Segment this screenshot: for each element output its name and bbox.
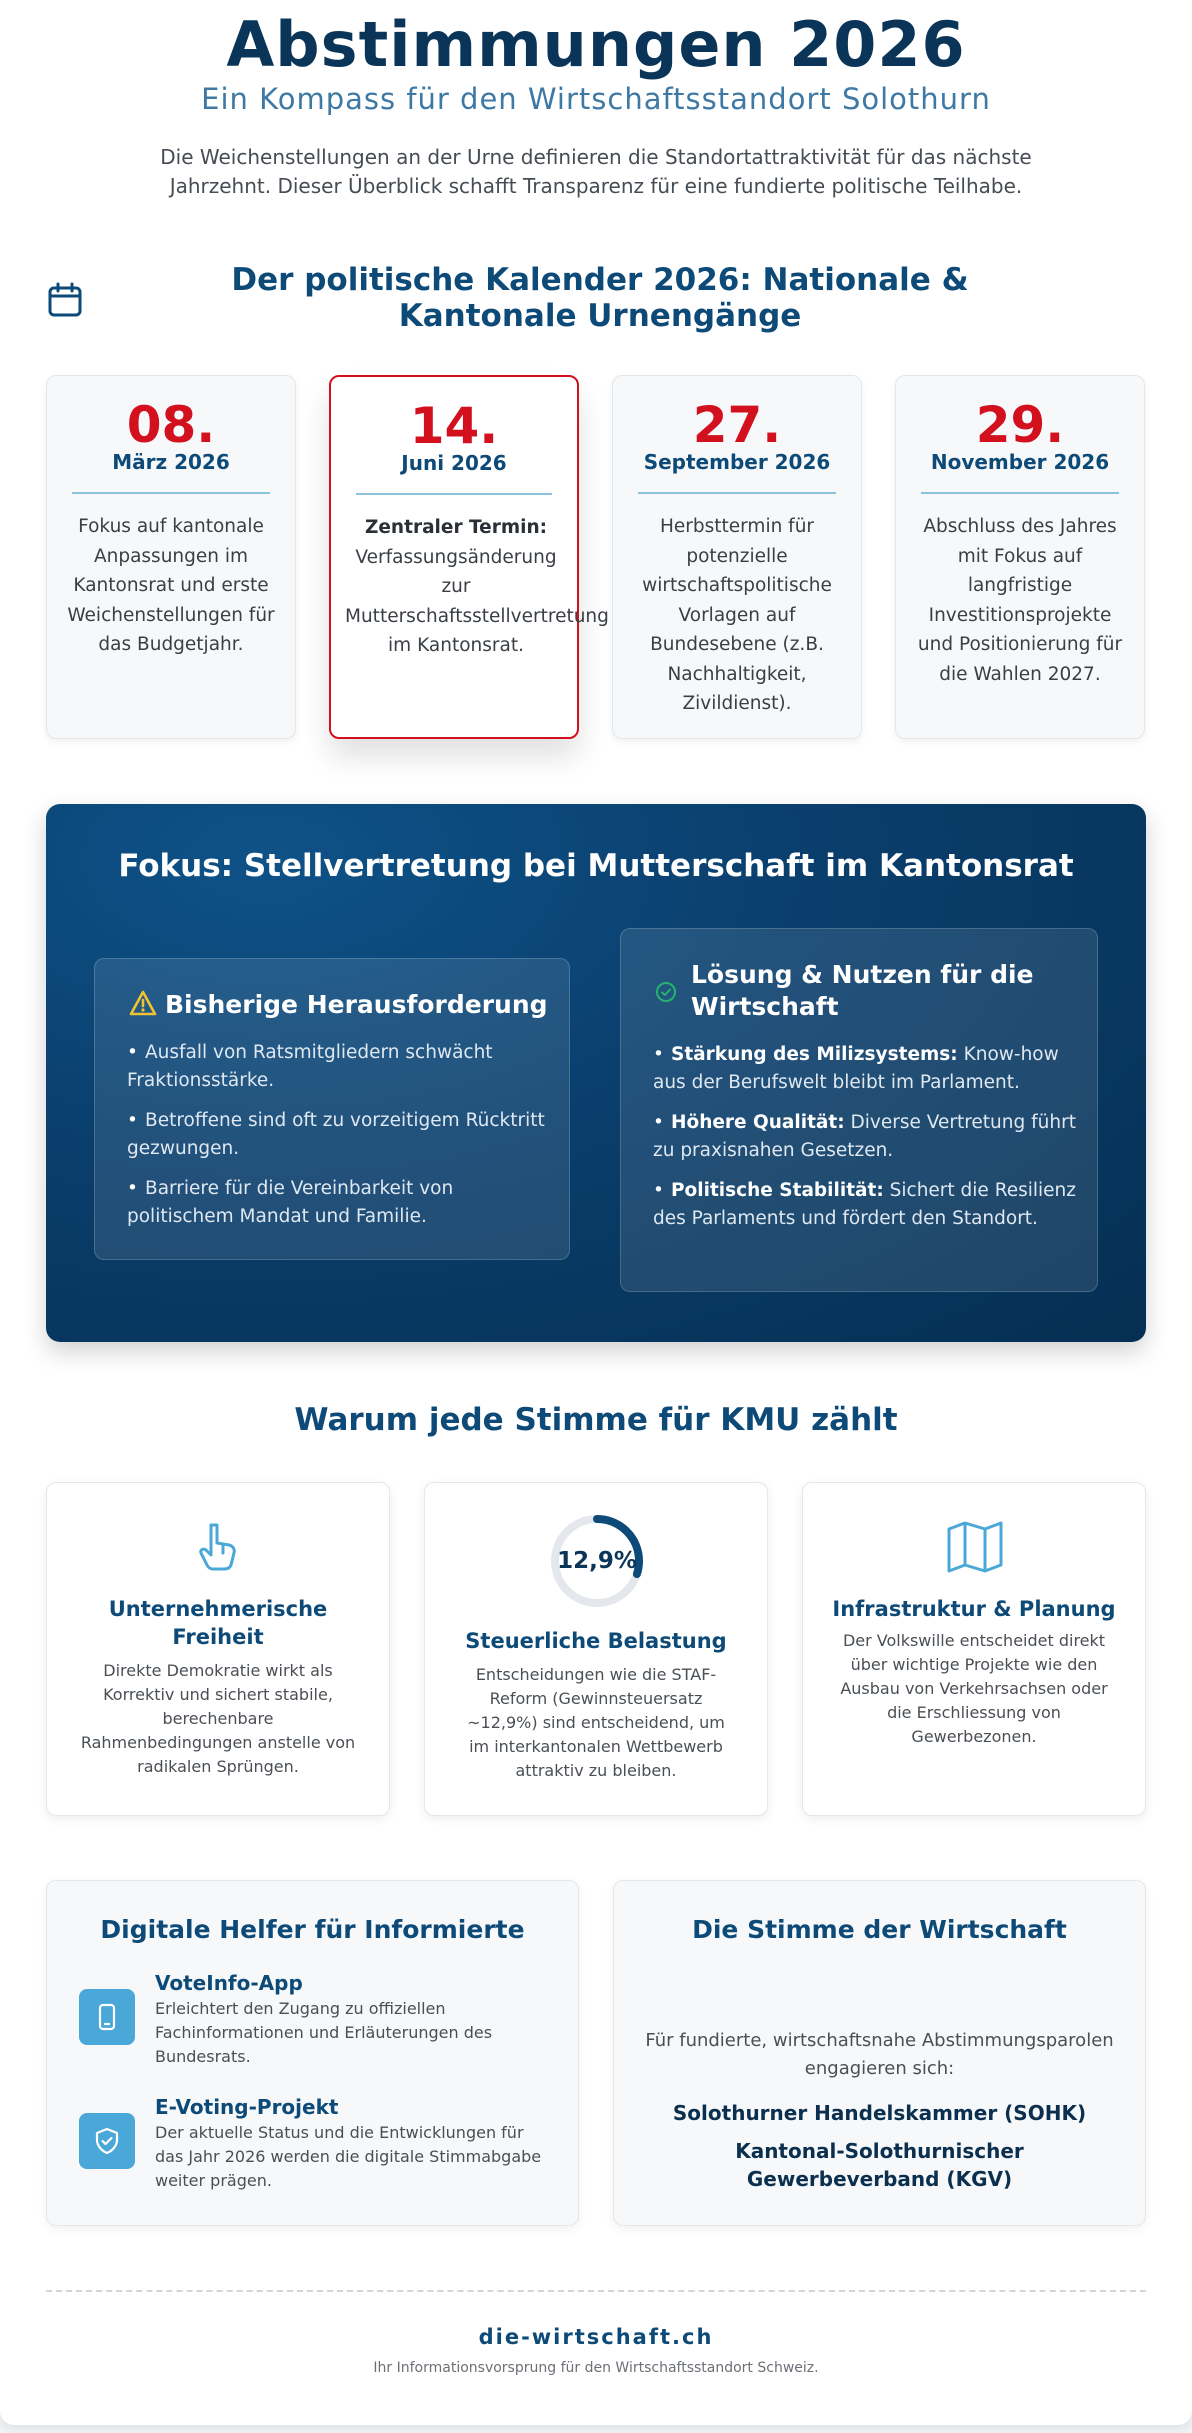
- divider: [72, 492, 270, 494]
- list-item: • Barriere für die Vereinbarkeit von politischem Mandat und Familie.: [127, 1178, 454, 1227]
- calendar-title: Der politische Kalender 2026: Nationale & Kantonale Urnengänge: [231, 262, 969, 334]
- date-day: 29.: [975, 396, 1065, 454]
- voice-title: Die Stimme der Wirtschaft: [692, 1915, 1067, 1944]
- gauge-ring-icon: [549, 1513, 645, 1609]
- gauge-label: 12,9%: [557, 1548, 637, 1574]
- date-card-september: [612, 375, 862, 739]
- date-month: Juni 2026: [401, 451, 507, 475]
- challenge-title: Bisherige Herausforderung: [165, 990, 548, 1019]
- page-title: Abstimmungen 2026: [226, 8, 966, 81]
- challenge-heading: [129, 989, 549, 1024]
- warning-icon: [129, 990, 157, 1024]
- divider: [921, 492, 1119, 494]
- intro-text: Die Weichenstellungen an der Urne definieren die Standortattraktivität für das nächste Jahrzehnt. Dieser Überblick schafft Transparenz für eine fundierte politische Teilhabe.: [160, 145, 1032, 198]
- date-month: November 2026: [930, 450, 1110, 474]
- challenge-box: [94, 958, 570, 1260]
- hand-pointer-icon: [189, 1517, 249, 1577]
- list-item-text: Betroffene sind oft zu vorzeitigem Rücktritt gezwungen.: [127, 1110, 545, 1159]
- tools-title: Digitale Helfer für Informierte: [100, 1915, 525, 1944]
- kmu-card-tax: [424, 1482, 768, 1816]
- organization-name: Kantonal-Solothurnischer Gewerbeverband (KGV): [735, 2139, 1024, 2191]
- list-item: • Ausfall von Ratsmitgliedern schwächt Fraktionsstärke.: [127, 1042, 493, 1091]
- solution-title: Lösung & Nutzen für die Wirtschaft: [691, 960, 1034, 1021]
- tool-description: Der aktuelle Status und die Entwicklungen für das Jahr 2026 werden die digitale Stimmabgabe weiter prägen.: [155, 2123, 542, 2190]
- list-item-bold: Politische Stabilität:: [671, 1180, 884, 1201]
- calendar-icon: [46, 281, 84, 319]
- list-item-text: Barriere für die Vereinbarkeit von politischem Mandat und Familie.: [127, 1178, 454, 1227]
- business-voice-box: [613, 1880, 1146, 2226]
- kmu-card-freedom: [46, 1482, 390, 1816]
- solution-list: [653, 1041, 1077, 1245]
- kmu-card-infrastructure: [802, 1482, 1146, 1816]
- kmu-card-title: Infrastruktur & Planung: [832, 1597, 1116, 1621]
- list-item-text: Know-how aus der Berufswelt bleibt im Parlament.: [653, 1044, 1059, 1093]
- list-item: • Stärkung des Milizsystems: Know-how aus der Berufswelt bleibt im Parlament.: [653, 1044, 1059, 1093]
- date-card-march: [46, 375, 296, 739]
- kmu-card-text: Entscheidungen wie die STAF-Reform (Gewinnsteuersatz ~12,9%) sind entscheidend, um im interkantonalen Wettbewerb attraktiv zu bleiben.: [467, 1665, 725, 1780]
- map-icon: [945, 1517, 1005, 1577]
- organization-name: Solothurner Handelskammer (SOHK): [672, 2101, 1087, 2125]
- kmu-card-title: Steuerliche Belastung: [465, 1629, 727, 1653]
- divider: [638, 492, 836, 494]
- voice-intro: Für fundierte, wirtschaftsnahe Abstimmungsparolen engagieren sich:: [645, 2030, 1114, 2079]
- date-card-november: [895, 375, 1145, 739]
- page-subtitle: Ein Kompass für den Wirtschaftsstandort Solothurn: [201, 82, 991, 116]
- footer-tagline: Ihr Informationsvorsprung für den Wirtschaftsstandort Schweiz.: [373, 2360, 819, 2376]
- list-item-text: Ausfall von Ratsmitgliedern schwächt Fraktionsstärke.: [127, 1042, 493, 1091]
- focus-title: Fokus: Stellvertretung bei Mutterschaft im Kantonsrat: [118, 848, 1074, 884]
- date-description: [345, 513, 609, 661]
- list-item-text: Sichert die Resilienz des Parlaments und fördert den Standort.: [653, 1180, 1076, 1229]
- tool-name: E-Voting-Projekt: [155, 2095, 339, 2119]
- footer-divider: [46, 2290, 1146, 2292]
- tool-description: Erleichtert den Zugang zu offiziellen Fachinformationen und Erläuterungen des Bundesrats.: [155, 1999, 493, 2066]
- digital-tools-box: [46, 1880, 579, 2226]
- date-description: Abschluss des Jahres mit Fokus auf langfristige Investitionsprojekte und Positionierung für die Wahlen 2027.: [917, 516, 1123, 685]
- list-item: • Politische Stabilität: Sichert die Resilienz des Parlaments und fördert den Standort.: [653, 1180, 1076, 1229]
- kmu-card-text: Der Volkswille entscheidet direkt über wichtige Projekte wie den Ausbau von Verkehrsachsen oder die Erschliessung von Gewerbezonen.: [840, 1631, 1108, 1746]
- list-item: • Betroffene sind oft zu vorzeitigem Rücktritt gezwungen.: [127, 1110, 545, 1159]
- list-item-bold: Stärkung des Milizsystems:: [671, 1044, 958, 1065]
- kmu-section-title: Warum jede Stimme für KMU zählt: [294, 1402, 898, 1438]
- date-description: Fokus auf kantonale Anpassungen im Kantonsrat und erste Weichenstellungen für das Budgetjahr.: [67, 516, 275, 655]
- list-item: • Höhere Qualität: Diverse Vertretung führt zu praxisnahen Gesetzen.: [653, 1112, 1076, 1161]
- date-description: Herbsttermin für potenzielle wirtschaftspolitische Vorlagen auf Bundesebene (z.B. Nachhaltigkeit, Zivildienst).: [642, 516, 832, 714]
- shield-check-icon: [79, 2113, 135, 2169]
- kmu-card-title: Unternehmerische Freiheit: [108, 1597, 328, 1649]
- divider: [356, 493, 552, 495]
- solution-box: [620, 928, 1098, 1292]
- challenge-list: [127, 1039, 549, 1243]
- date-text: Verfassungsänderung zur Mutterschaftsstellvertretung im Kantonsrat.: [345, 546, 609, 656]
- focus-panel: [46, 804, 1146, 1342]
- list-item-bold: Höhere Qualität:: [671, 1112, 845, 1133]
- date-month: September 2026: [643, 450, 831, 474]
- list-item-text: Diverse Vertretung führt zu praxisnahen Gesetzen.: [653, 1112, 1076, 1161]
- date-day: 14.: [409, 397, 499, 455]
- footer-brand: die-wirtschaft.ch: [478, 2325, 714, 2349]
- tool-name: VoteInfo-App: [155, 1971, 303, 1995]
- date-month: März 2026: [112, 450, 230, 474]
- date-day: 27.: [692, 396, 782, 454]
- date-day: 08.: [126, 396, 216, 454]
- kmu-card-text: Direkte Demokratie wirkt als Korrektiv und sichert stabile, berechenbare Rahmenbedingungen anstelle von radikalen Sprüngen.: [80, 1661, 356, 1776]
- date-prefix: Zentraler Termin:: [364, 517, 548, 538]
- date-card-june: [329, 375, 609, 739]
- check-circle-icon: [655, 981, 677, 1007]
- smartphone-icon: [79, 1989, 135, 2045]
